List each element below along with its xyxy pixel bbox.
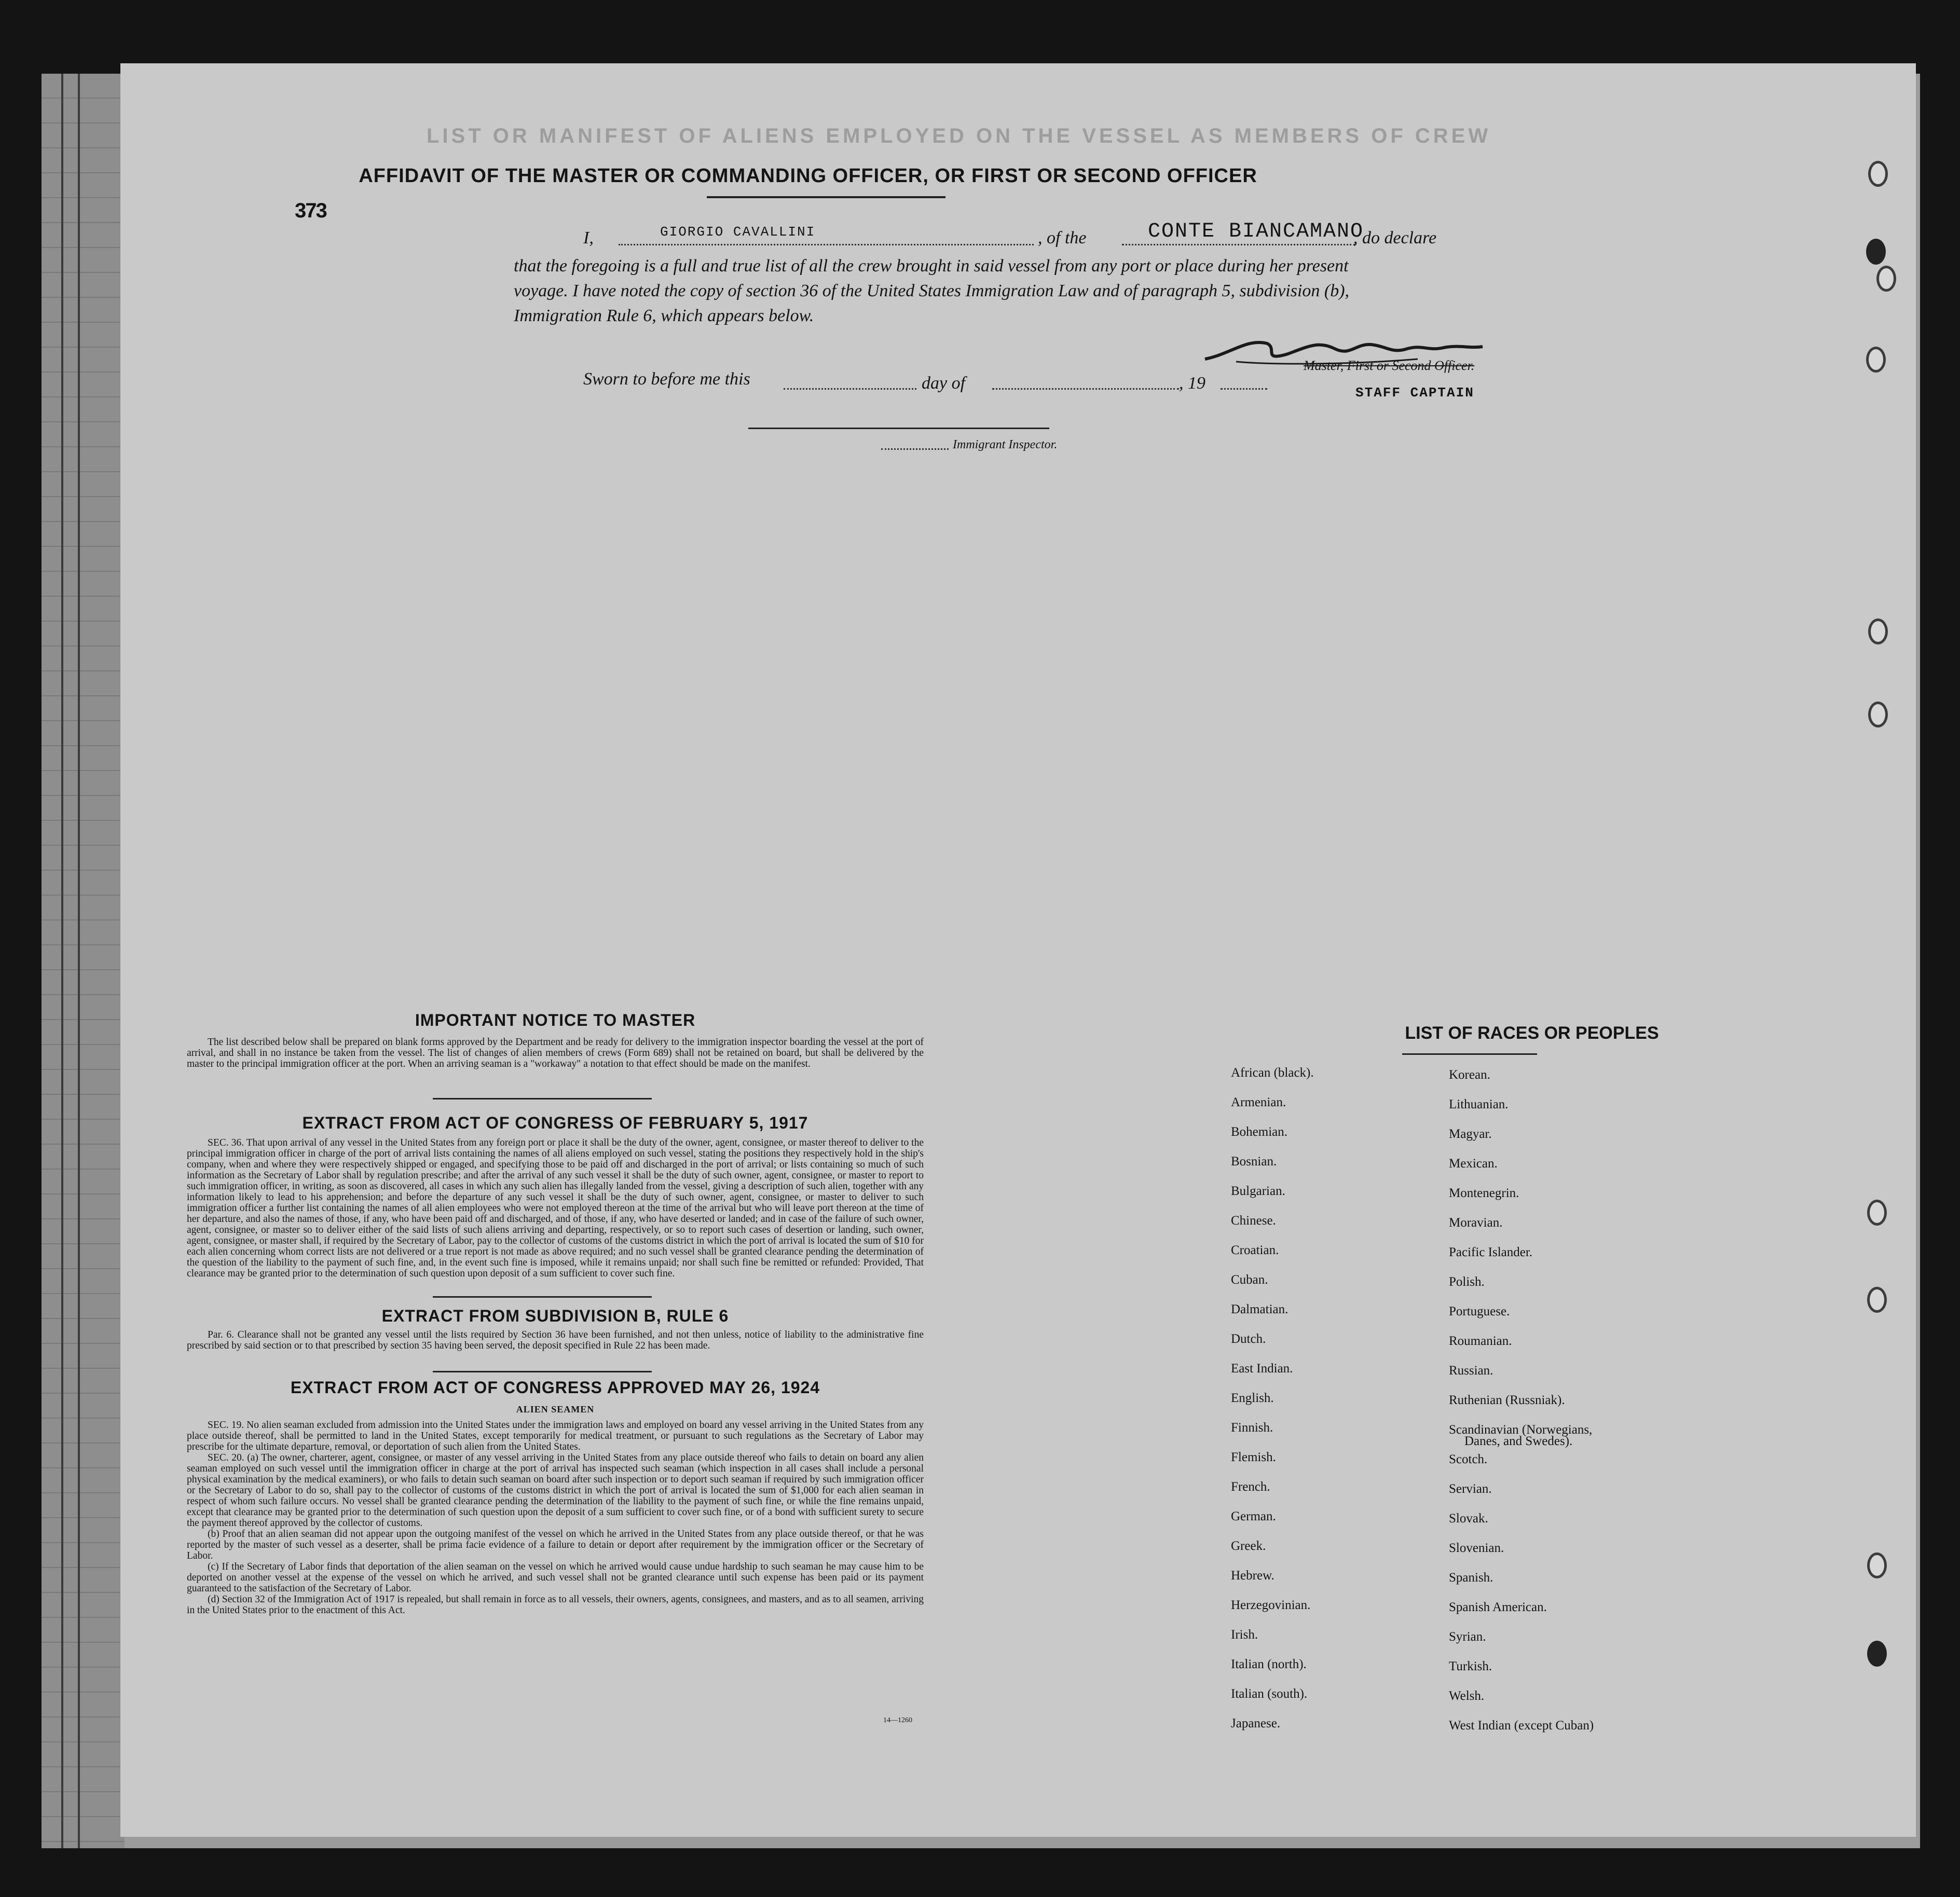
race-item: Portuguese. [1449,1304,1510,1318]
extract-1924-title: EXTRACT FROM ACT OF CONGRESS APPROVED MAY 26, 1924 [290,1378,820,1397]
race-item: Italian (north). [1231,1657,1307,1671]
race-item: Croatian. [1231,1243,1279,1257]
race-item: Armenian. [1231,1095,1286,1109]
strip-edge-line [61,74,63,1848]
punch-hole [1867,1641,1887,1667]
title-rule [707,196,945,198]
punch-hole [1868,161,1888,187]
race-item: Herzegovinian. [1231,1598,1311,1612]
punch-hole [1866,347,1886,373]
rule-6-text [187,1329,924,1351]
vessel-name: CONTE BIANCAMANO [1148,220,1364,243]
notice-paragraph: The list described below shall be prepared on blank forms approved by the Department and be ready for delivery to the immigration inspector boarding the vessel at the port of arrival, and shall in no instance be taken from the vessel. The list of changes of alien members of crews (Form 689) shall not be retained on board, but shall be delivered by the master to the principal immigration officer at the port. When an arriving seaman is a "workaway" a notation to that effect should be made on the manifest. [187,1037,924,1069]
document-page [120,63,1916,1837]
race-item: Irish. [1231,1628,1258,1642]
race-item: Bosnian. [1231,1154,1277,1169]
sec-20c-paragraph: (c) If the Secretary of Labor finds that deportation of the alien seaman on the vessel on which he arrived would cause undue hardship to such seaman he may cause him to be deported on another vessel at the expense of the vessel on which he arrived, and such vessel shall not be granted clearance until such expense has been paid or its payment guaranteed to the satisfaction of the Secretary of Labor. [187,1561,924,1594]
races-title: LIST OF RACES OR PEOPLES [1405,1023,1659,1043]
inspector-label: Immigrant Inspector. [953,438,1058,451]
punch-hole [1867,1200,1887,1226]
race-item: Cuban. [1231,1273,1268,1287]
section-divider [433,1296,652,1298]
race-item: Slovenian. [1449,1541,1504,1555]
declare-suffix: , do declare [1353,228,1437,248]
race-item: Korean. [1449,1068,1490,1082]
race-item: Danes, and Swedes). [1464,1434,1573,1448]
punch-hole [1866,239,1886,265]
strip-edge-line [78,74,80,1848]
race-item: Lithuanian. [1449,1097,1509,1111]
race-item: French. [1231,1480,1270,1494]
sworn-year-line [1221,388,1267,390]
sec-20a-paragraph: SEC. 20. (a) The owner, charterer, agent, consignee, or master of any vessel arriving in the United States from any place outside thereof who fails to detain on board any alien seaman employed on such vessel until the immigration officer in charge at the port of arrival has inspected such seaman (which inspection in all cases shall include a personal physical examination by the medical examiners), or who fails to detain such seaman on board after such inspection or to deport such seaman if required by such immigration officer or the Secretary of Labor to do so, shall pay to the collector of customs of the customs district in which the port of arrival is located the sum of $1,000 for each alien seaman in respect of whom such failure occurs. No vessel shall be granted clearance pending the determination of the liability to the payment of such fine, or while the fine remains unpaid, except that clearance may be granted prior to the determination of such question upon the deposit of a sum sufficient to cover such fine, or of a bond with sufficient surety to secure the payment thereof approved by the collector of customs. [187,1452,924,1529]
alien-seamen-subtitle: ALIEN SEAMEN [516,1404,595,1414]
race-item: Scandinavian (Norwegians, [1449,1423,1593,1437]
race-item: Russian. [1449,1364,1493,1378]
race-item: Finnish. [1231,1421,1273,1435]
par-6-paragraph: Par. 6. Clearance shall not be granted any vessel until the lists required by Section 36 have been furnished, and not then unless, notice of liability to the administrative fine prescribed by said section or to that prescribed by section 35 having been served, the deposit specified in Rule 22 has been made. [187,1329,924,1351]
notice-title: IMPORTANT NOTICE TO MASTER [415,1011,696,1029]
ghost-header: LIST OR MANIFEST OF ALIENS EMPLOYED ON THE VESSEL AS MEMBERS OF CREW [427,125,1491,147]
extract-1924-text [187,1420,924,1616]
extract-1917-text [187,1137,924,1279]
race-item: English. [1231,1391,1274,1405]
race-item: Pacific Islander. [1449,1245,1533,1259]
affidavit-line-2: that the foregoing is a full and true list of all the crew brought in said vessel from any port or place during her present [514,256,1349,276]
notice-text [187,1037,924,1069]
race-item: Roumanian. [1449,1334,1512,1348]
race-item: Bohemian. [1231,1125,1288,1139]
race-item: Scotch. [1449,1452,1488,1466]
race-item: Spanish American. [1449,1600,1547,1614]
name-line [619,244,1034,245]
declare-prefix: I, [583,228,594,248]
race-item: Servian. [1449,1482,1492,1496]
race-item: Polish. [1449,1275,1485,1289]
race-item: Flemish. [1231,1450,1276,1464]
race-item: African (black). [1231,1066,1314,1080]
punch-hole [1867,1552,1887,1578]
races-rule [1402,1053,1537,1055]
race-item: Welsh. [1449,1689,1485,1703]
sec-20b-paragraph: (b) Proof that an alien seaman did not appear upon the outgoing manifest of the vessel on which he arrived in the United States from any place outside thereof, or that he was reported by the master of such vessel as a deserter, shall be prima facie evidence of a failure to detain or deport after requirement by the immigration officer or the Secretary of Labor. [187,1529,924,1561]
race-item: Chinese. [1231,1214,1276,1228]
race-item: Spanish. [1449,1571,1493,1585]
race-item: Moravian. [1449,1216,1503,1230]
affidavit-line-3: voyage. I have noted the copy of section 36 of the United States Immigration Law and of paragraph 5, subdivision (b), [514,281,1350,300]
race-item: Dalmatian. [1231,1302,1289,1316]
staff-captain-stamp: STAFF CAPTAIN [1355,385,1474,401]
race-item: Magyar. [1449,1127,1492,1141]
section-divider [433,1371,652,1372]
ledger-strip [42,74,125,1848]
race-item: Italian (south). [1231,1687,1308,1701]
sec-36-paragraph: SEC. 36. That upon arrival of any vessel in the United States from any foreign port or place it shall be the duty of the owner, agent, consignee, or master thereof to deliver to the principal immigration officer in charge of the port of arrival lists containing the names of all aliens employed on such vessel, stating the positions they respectively hold in the ship's company, when and where they were respectively shipped or engaged, and specifying those to be paid off and discharged in the port of arrival; or lists containing so much of such information as the Secretary of Labor shall by regulation prescribe; and after the arrival of any such vessel it shall be the duty of such owner, agent, consignee, or master to report to such immigration officer, in writing, as soon as discovered, all cases in which any such alien has illegally landed from the vessel, giving a description of such alien, together with any information likely to lead to his apprehension; and before the departure of any such vessel it shall be the duty of such owner, agent, consignee, or master to deliver to such immigration officer a further list containing the names of all alien employees who were not employed thereon at the time of the arrival but who will leave port thereon at the time of her departure, and also the names of those, if any, who have been paid off and discharged, and of those, if any, who have deserted or landed; and in case of the failure of such owner, agent, consignee, or master so to deliver either of the said lists of such aliens arriving and departing, respectively, or so to report such cases of desertion or landing, such owner, agent, consignee, or master shall, if required by the Secretary of Labor, pay to the collector of customs of the customs district in which the port of arrival is located the sum of $10 for each alien concerning whom correct lists are not delivered or a true report is not made as above required; and no such vessel shall be granted clearance pending the determination of the question of the liability to the payment of such fine, and, in the event such fine is imposed, while it remains unpaid; nor shall such fine be remitted or refunded: Provided, That clearance may be granted prior to the determination of such question upon deposit of a sum sufficient to cover such fine. [187,1137,924,1279]
sworn-year-label: , 19 [1179,374,1205,393]
race-item: Greek. [1231,1539,1266,1553]
of-the-label: , of the [1038,228,1087,248]
sworn-month-line [992,388,1179,390]
race-item: Turkish. [1449,1659,1492,1673]
section-divider [433,1098,652,1099]
race-item: German. [1231,1509,1276,1523]
race-item: Slovak. [1449,1511,1488,1525]
sworn-prefix: Sworn to before me this [583,369,750,389]
punch-hole [1868,702,1888,727]
race-item: Syrian. [1449,1630,1486,1644]
race-item: Montenegrin. [1449,1186,1519,1200]
race-item: Mexican. [1449,1157,1498,1171]
sec-20d-paragraph: (d) Section 32 of the Immigration Act of 1917 is repealed, but shall remain in force as to all vessels, their owners, agents, consignees, and masters, and as to all seamen, arriving in the United States prior to the enactment of this Act. [187,1594,924,1616]
affidavit-line-4: Immigration Rule 6, which appears below. [514,306,814,325]
affidavit-title: AFFIDAVIT OF THE MASTER OR COMMANDING OFFICER, OR FIRST OR SECOND OFFICER [359,165,1257,187]
extract-1917-title: EXTRACT FROM ACT OF CONGRESS OF FEBRUARY 5, 1917 [302,1114,808,1132]
race-item: Bulgarian. [1231,1184,1285,1198]
sec-19-paragraph: SEC. 19. No alien seaman excluded from admission into the United States under the immigration laws and employed on board any vessel arriving in the United States from any place outside thereof, shall be permitted to land in the United States, except temporarily for medical treatment, or pursuant to such regulations as the Secretary of Labor may prescribe for the ultimate departure, removal, or deportation of such alien from the United States. [187,1420,924,1452]
race-item: East Indian. [1231,1362,1293,1376]
race-item: Ruthenian (Russniak). [1449,1393,1565,1407]
race-item: Hebrew. [1231,1569,1274,1583]
sworn-day-label: day of [922,374,966,393]
officer-name: GIORGIO CAVALLINI [660,224,816,240]
sworn-day-line [784,388,916,390]
rule-6-title: EXTRACT FROM SUBDIVISION B, RULE 6 [381,1307,729,1325]
inspector-signature-line [748,428,1049,429]
race-item: Japanese. [1231,1716,1281,1730]
punch-hole [1867,1287,1887,1313]
race-item: Dutch. [1231,1332,1266,1346]
punch-hole [1876,266,1896,292]
punch-hole [1868,618,1888,644]
margin-mark: 373 [295,199,326,222]
form-code: 14—1260 [883,1716,912,1724]
race-item: West Indian (except Cuban) [1449,1719,1594,1733]
inspector-dots [881,448,949,450]
signature-title: Master, First or Second Officer. [1304,358,1475,373]
vessel-line [1122,244,1355,245]
